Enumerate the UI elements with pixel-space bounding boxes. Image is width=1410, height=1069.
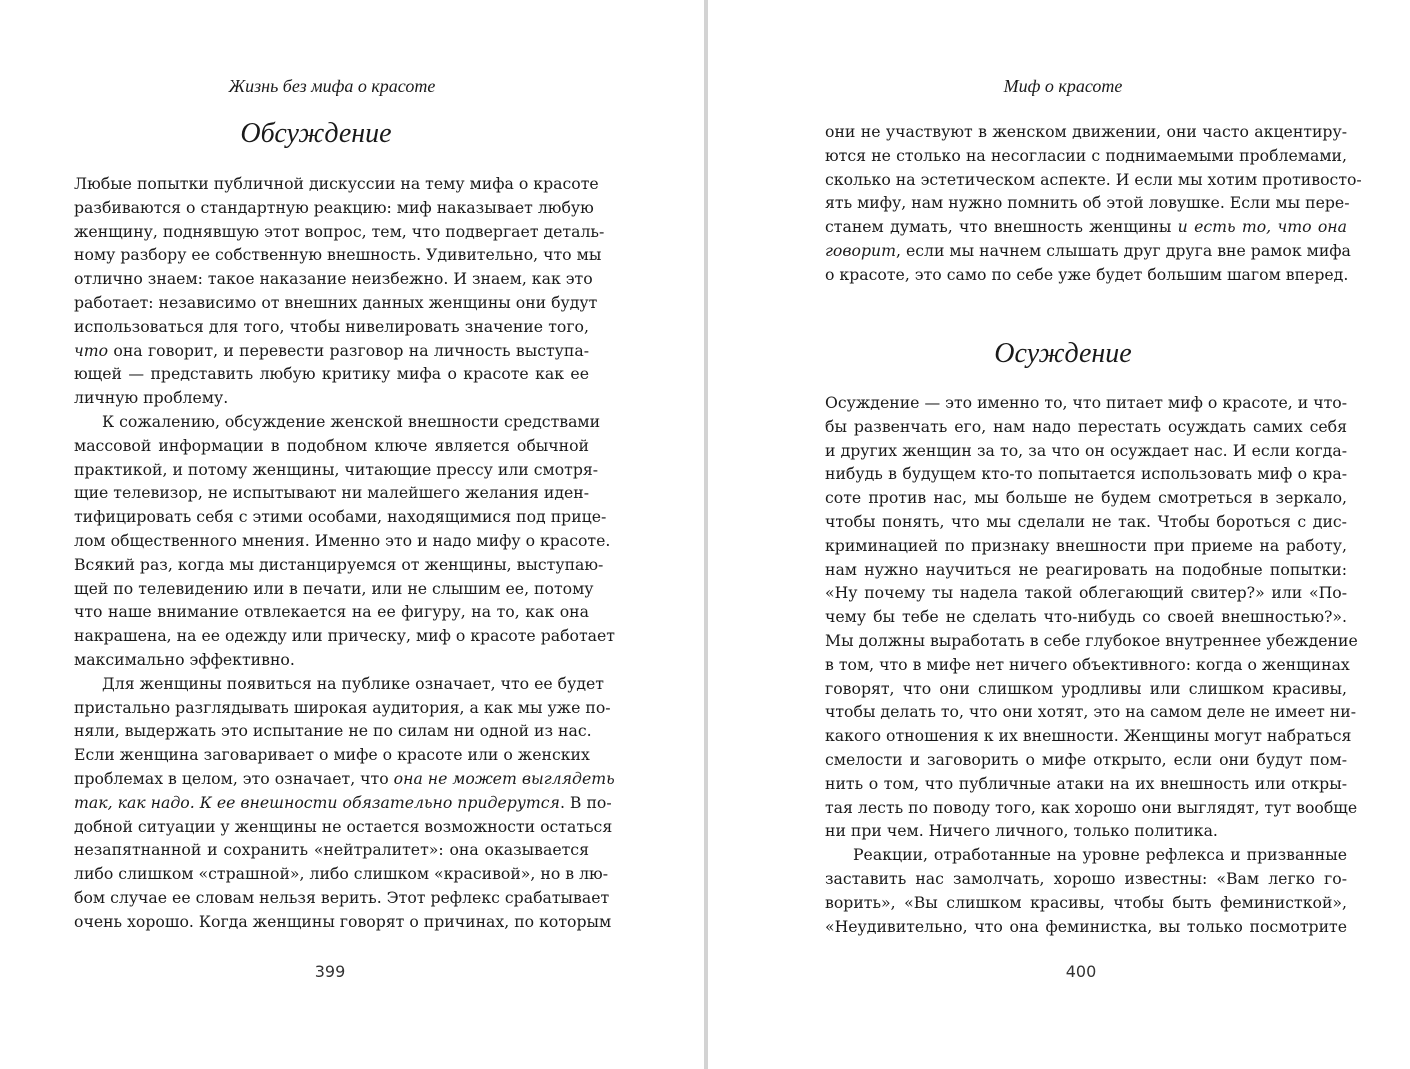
- text-line: добной ситуации у женщины не остается возможности остаться: [74, 816, 613, 836]
- text-line: [74, 791, 612, 815]
- text-line: соте против нас, мы больше не будем смотреться в зеркало,: [825, 488, 1347, 508]
- text-line: чему бы тебе не сделать что-нибудь со своей внешностью?».: [825, 607, 1347, 627]
- body-text: [74, 172, 615, 934]
- text-line: бы развенчать его, нам надо перестать осуждать самих себя: [825, 416, 1347, 436]
- text-line: ются не столько на несогласии с поднимаемыми проблемами,: [825, 145, 1347, 165]
- text-line: очень хорошо. Когда женщины говорят о причинах, по которым: [74, 911, 612, 931]
- italic-text: что: [74, 340, 109, 360]
- text-line: Осуждение — это именно то, что питает миф о красоте, и что-: [825, 393, 1347, 412]
- text-line: использоваться для того, чтобы нивелировать значение того,: [74, 316, 589, 336]
- text-line: личную проблему.: [74, 388, 229, 408]
- italic-text: она не может выглядеть: [393, 768, 615, 788]
- text-line: сколько на эстетическом аспекте. И если мы хотим противосто-: [825, 169, 1362, 189]
- text-line: отлично знаем: такое наказание неизбежно. И знаем, как это: [74, 269, 593, 289]
- text-line: Реакции, отработанные на уровне рефлекса и призванные: [853, 845, 1347, 865]
- running-head: Жизнь без мифа о красоте: [228, 76, 436, 96]
- text-line: незапятнанной и сохранить «нейтралитет»: она оказывается: [74, 840, 589, 860]
- text-line: тифицировать себя с этими особами, находящимися под прице-: [74, 507, 607, 527]
- text-line: Если женщина заговаривает о мифе о красоте или о женских: [74, 745, 590, 765]
- text-line: лом общественного мнения. Именно это и надо мифу о красоте.: [74, 530, 611, 550]
- text-line: нам нужно научиться не реагировать на подобные попытки:: [825, 559, 1347, 579]
- text-line: накрашена, на ее одежду или прическу, миф о красоте работает: [74, 626, 615, 646]
- italic-text: говорит: [825, 240, 896, 260]
- text-run: , если мы начнем слышать друг друга вне рамок мифа: [895, 240, 1351, 260]
- text-line: работает: независимо от внешних данных женщины они будут: [74, 292, 598, 312]
- text-line: они не участвуют в женском движении, они часто акцентиру-: [825, 122, 1347, 141]
- text-line: какого отношения к их внешности. Женщины могут набраться: [825, 726, 1352, 746]
- text-line: Мы должны выработать в себе глубокое внутреннее убеждение: [825, 630, 1358, 650]
- text-line: практикой, и потому женщины, читающие прессу или смотря-: [74, 459, 599, 479]
- text-line: ному разбору ее собственную внешность. Удивительно, что мы: [74, 245, 602, 265]
- text-run: . В по-: [559, 792, 612, 812]
- text-line: чтобы понять, что мы сделали не так. Чтобы бороться с дис-: [825, 511, 1347, 531]
- text-line: «Неудивительно, что она феминистка, вы только посмотрите: [825, 916, 1347, 936]
- italic-text: и есть то, что она: [1177, 217, 1347, 237]
- text-line: [74, 339, 589, 363]
- text-line: ворить», «Вы слишком красивы, чтобы быть феминисткой»,: [825, 892, 1347, 912]
- text-line: щей по телевидению или в печати, или не слышим ее, потому: [74, 578, 594, 598]
- text-line: заставить нас замолчать, хорошо известны: «Вам легко го-: [825, 868, 1347, 888]
- text-line: бом случае ее словам нельзя верить. Этот рефлекс срабатывает: [74, 887, 610, 907]
- text-line: пристально разглядывать широкая аудитория, а как мы уже по-: [74, 697, 611, 717]
- text-line: К сожалению, обсуждение женской внешности средствами: [102, 411, 601, 431]
- text-line: [74, 767, 615, 791]
- body-text-bottom: [825, 391, 1358, 938]
- text-line: массовой информации в подобном ключе является обычной: [74, 435, 589, 455]
- section-heading: Осуждение: [994, 338, 1132, 369]
- italic-text: так, как надо. К ее внешности обязательно придерутся: [74, 792, 560, 812]
- text-line: щие телевизор, не испытывают ни малейшего желания иден-: [74, 483, 590, 503]
- text-line: [825, 239, 1351, 263]
- right-page: [708, 0, 1410, 1069]
- text-line: максимально эффективно.: [74, 649, 295, 669]
- text-line: нибудь в будущем кто-то попытается использовать миф о кра-: [825, 464, 1347, 484]
- text-line: криминацией по признаку внешности при приеме на работу,: [825, 535, 1347, 555]
- section-heading: Обсуждение: [240, 118, 392, 149]
- body-text-top: [825, 120, 1362, 287]
- text-line: Любые попытки публичной дискуссии на тему мифа о красоте: [74, 174, 599, 193]
- text-run: станем думать, что внешность женщины: [825, 217, 1172, 237]
- text-line: няли, выдержать это испытание не по силам ни одной из нас.: [74, 721, 592, 741]
- text-line: [825, 215, 1347, 239]
- text-line: чтобы делать то, что они хотят, это на самом деле не имеет ни-: [825, 702, 1356, 722]
- text-line: нить о том, что публичные атаки на их внешность или откры-: [825, 773, 1347, 793]
- left-page: [0, 0, 704, 1069]
- text-line: о красоте, это само по себе уже будет большим шагом вперед.: [825, 264, 1349, 284]
- text-line: «Ну почему ты надела такой облегающий свитер?» или «По-: [825, 583, 1347, 603]
- text-line: женщину, поднявшую этот вопрос, тем, что подвергает деталь-: [74, 221, 605, 241]
- text-line: Для женщины появиться на публике означает, что ее будет: [102, 673, 604, 693]
- text-line: Всякий раз, когда мы дистанцируемся от женщины, выступаю-: [74, 554, 604, 574]
- running-head: Миф о красоте: [1003, 76, 1123, 96]
- text-line: смелости и заговорить о мифе открыто, если они будут пом-: [825, 749, 1347, 769]
- text-line: ющей — представить любую критику мифа о красоте как ее: [74, 364, 589, 384]
- text-line: что наше внимание отвлекается на ее фигуру, на то, как она: [74, 602, 589, 622]
- text-line: ни при чем. Ничего личного, только политика.: [825, 821, 1218, 841]
- text-line: в том, что в мифе нет ничего объективного: когда о женщинах: [825, 654, 1350, 674]
- text-line: говорят, что они слишком уродливы или слишком красивы,: [825, 678, 1347, 698]
- text-line: тая лесть по поводу того, как хорошо они выглядят, тут вообще: [825, 797, 1358, 817]
- text-line: либо слишком «страшной», либо слишком «красивой», но в лю-: [74, 864, 608, 884]
- text-line: и других женщин за то, за что он осуждает нас. И если когда-: [825, 440, 1347, 460]
- page-number: 399: [314, 962, 346, 981]
- page-number: 400: [1065, 962, 1097, 981]
- text-run: она говорит, и перевести разговор на личность выступа-: [108, 340, 589, 360]
- text-line: разбиваются о стандартную реакцию: миф наказывает любую: [74, 197, 594, 217]
- text-line: ять мифу, нам нужно помнить об этой ловушке. Если мы пере-: [825, 193, 1350, 213]
- text-run: проблемах в целом, это означает, что: [74, 768, 389, 788]
